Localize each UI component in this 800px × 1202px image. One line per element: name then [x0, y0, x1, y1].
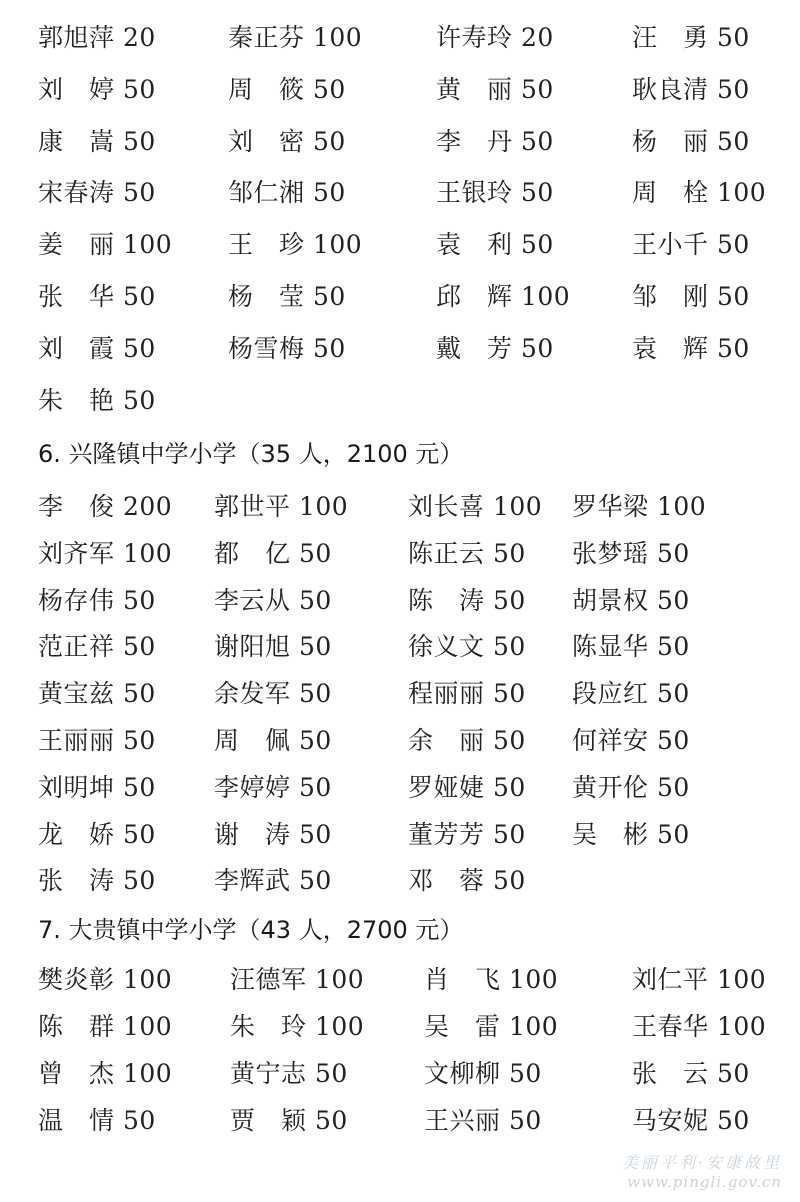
- donor-entry: 邱 辉 100: [436, 282, 571, 311]
- donor-entry: 刘仁平 100: [632, 965, 767, 994]
- donor-entry: 罗华梁 100: [572, 492, 707, 521]
- watermark-url: www.pingli.gov.cn: [627, 1173, 782, 1192]
- donor-entry: 段应红 50: [572, 679, 690, 709]
- donor-entry: 范正祥 50: [38, 632, 156, 662]
- list-row: [0, 70, 800, 110]
- donor-entry: 汪 勇 50: [632, 23, 750, 52]
- donor-entry: 邹 刚 50: [632, 282, 750, 311]
- donor-entry: 陈 群 100: [38, 1012, 173, 1041]
- donor-entry: 张 涛 50: [38, 866, 156, 896]
- list-row: [0, 768, 800, 808]
- donor-entry: 余发军 50: [214, 679, 332, 709]
- donor-entry: 陈正云 50: [408, 538, 526, 568]
- donor-entry: 刘齐军 100: [38, 538, 173, 568]
- donor-entry: 许寿玲 20: [436, 23, 554, 52]
- donor-entry: 文柳柳 50: [424, 1059, 542, 1088]
- list-row: [0, 122, 800, 162]
- donor-entry: 贾 颖 50: [230, 1106, 348, 1135]
- donor-entry: 周 筱 50: [228, 74, 346, 104]
- watermark-slogan: 美丽平利·安康故里: [621, 1153, 782, 1173]
- donor-entry: 曾 杰 100: [38, 1059, 173, 1088]
- donor-entry: 肖 飞 100: [424, 965, 559, 994]
- list-row: [0, 674, 800, 714]
- donor-entry: 王银玲 50: [436, 178, 554, 208]
- donor-entry: 程丽丽 50: [408, 679, 526, 709]
- donor-entry: 余 丽 50: [408, 726, 526, 755]
- list-row: [0, 487, 800, 527]
- donor-entry: 戴 芳 50: [436, 333, 554, 363]
- donor-entry: 袁 辉 50: [632, 333, 750, 363]
- list-row: [0, 1054, 800, 1094]
- donor-entry: 邹仁湘 50: [228, 178, 346, 208]
- donor-entry: 吴 雷 100: [424, 1012, 559, 1041]
- donor-entry: 张 云 50: [632, 1059, 750, 1088]
- donor-entry: 陈 涛 50: [408, 585, 526, 615]
- donor-entry: 周 栓 100: [632, 178, 767, 208]
- list-row: [0, 581, 800, 621]
- list-row: [0, 225, 800, 265]
- donor-entry: 龙 娇 50: [38, 819, 156, 849]
- donor-entry: 姜 丽 100: [38, 230, 173, 260]
- donor-entry: 宋春涛 50: [38, 178, 156, 208]
- donor-entry: 杨 丽 50: [632, 126, 750, 156]
- donor-entry: 张梦瑶 50: [572, 538, 690, 568]
- donor-entry: 李云从 50: [214, 585, 332, 615]
- donor-entry: 王丽丽 50: [38, 726, 156, 755]
- donor-entry: 徐义文 50: [408, 632, 526, 662]
- section-7-heading: 7. 大贵镇中学小学（43 人，2700 元）: [38, 916, 464, 944]
- donor-entry: 都 亿 50: [214, 538, 332, 568]
- donor-entry: 胡景权 50: [572, 585, 690, 615]
- section-6-heading: 6. 兴隆镇中学小学（35 人，2100 元）: [38, 440, 464, 468]
- donor-entry: 张 华 50: [38, 282, 156, 311]
- list-row: [0, 18, 800, 58]
- list-row: [0, 381, 800, 421]
- list-row: [0, 960, 800, 1000]
- donor-entry: 黄 丽 50: [436, 74, 554, 104]
- donor-entry: 汪德军 100: [230, 965, 365, 994]
- donor-entry: 刘 婷 50: [38, 74, 156, 104]
- donor-entry: 樊炎彰 100: [38, 965, 173, 994]
- donor-entry: 黄开伦 50: [572, 772, 690, 802]
- donor-entry: 王兴丽 50: [424, 1106, 542, 1135]
- list-row: [0, 173, 800, 213]
- donor-entry: 李 丹 50: [436, 126, 554, 156]
- donor-entry: 杨 莹 50: [228, 282, 346, 311]
- donor-entry: 郭旭萍 20: [38, 23, 156, 52]
- donor-entry: 邓 蓉 50: [408, 866, 526, 896]
- donor-entry: 吴 彬 50: [572, 819, 690, 849]
- donor-entry: 罗娅婕 50: [408, 772, 526, 802]
- donor-entry: 李婷婷 50: [214, 772, 332, 802]
- list-row: [0, 861, 800, 901]
- donor-entry: 李 俊 200: [38, 492, 173, 521]
- donor-entry: 黄宝兹 50: [38, 679, 156, 709]
- donor-entry: 马安妮 50: [632, 1106, 750, 1135]
- donor-entry: 朱 玲 100: [230, 1012, 365, 1041]
- donor-entry: 王春华 100: [632, 1012, 767, 1041]
- donor-entry: 周 佩 50: [214, 726, 332, 755]
- list-row: [0, 721, 800, 761]
- list-row: [0, 1007, 800, 1047]
- donor-entry: 谢 涛 50: [214, 819, 332, 849]
- donor-entry: 刘长喜 100: [408, 492, 543, 521]
- donor-entry: 王小千 50: [632, 230, 750, 260]
- site-watermark: [622, 1153, 782, 1192]
- donor-entry: 董芳芳 50: [408, 819, 526, 849]
- list-row: [0, 1101, 800, 1141]
- donor-entry: 谢阳旭 50: [214, 632, 332, 662]
- donor-entry: 杨雪梅 50: [228, 333, 346, 363]
- donor-entry: 刘 霞 50: [38, 333, 156, 363]
- donor-entry: 李辉武 50: [214, 866, 332, 896]
- donor-entry: 陈显华 50: [572, 632, 690, 662]
- list-row: [0, 534, 800, 574]
- list-row: [0, 329, 800, 369]
- donor-entry: 王 珍 100: [228, 230, 363, 260]
- list-row: [0, 815, 800, 855]
- donor-entry: 杨存伟 50: [38, 585, 156, 615]
- donor-entry: 郭世平 100: [214, 492, 349, 521]
- donor-entry: 黄宁志 50: [230, 1059, 348, 1088]
- donor-entry: 朱 艳 50: [38, 385, 156, 415]
- donor-entry: 耿良清 50: [632, 74, 750, 104]
- donor-entry: 袁 利 50: [436, 230, 554, 260]
- donor-entry: 刘 密 50: [228, 126, 346, 156]
- donor-entry: 秦正芬 100: [228, 23, 363, 52]
- list-row: [0, 627, 800, 667]
- list-row: [0, 277, 800, 317]
- donor-entry: 何祥安 50: [572, 726, 690, 755]
- donor-entry: 康 嵩 50: [38, 126, 156, 156]
- donor-entry: 刘明坤 50: [38, 772, 156, 802]
- donor-entry: 温 情 50: [38, 1106, 156, 1135]
